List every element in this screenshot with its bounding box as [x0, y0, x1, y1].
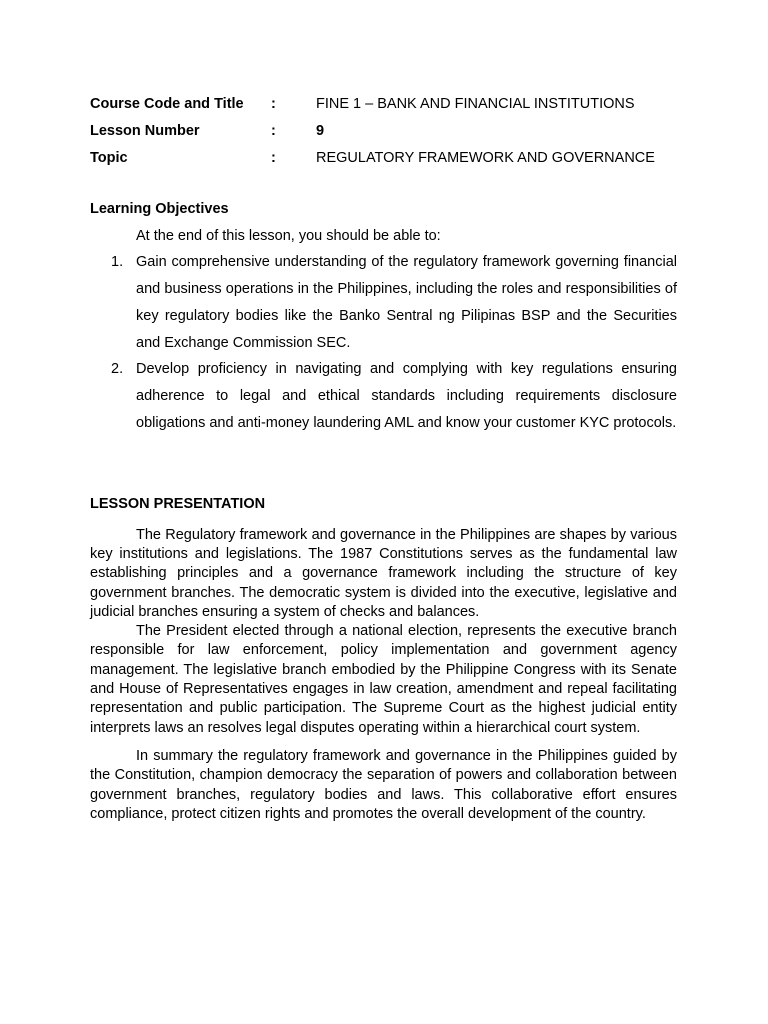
course-header [90, 91, 655, 171]
learning-objectives-section [90, 196, 677, 436]
lesson-presentation-section [90, 491, 677, 824]
list-item [90, 356, 677, 436]
lesson-paragraph: The President elected through a national election, represents the executive branch responsible for law enforcement, policy implementation and government agency management. The legislative branch embodied by the Philippine Congress with its Senate and House of Representatives engages in law creation, amendment and repeal facilitating representation and public participation. The Supreme Court as the highest judicial entity interprets laws an resolves legal disputes operating within a hierarchical court system. [90, 623, 677, 736]
list-item-text: Gain comprehensive understanding of the regulatory framework governing financial and business operations in the Philippines, including the roles and responsibilities of key regulatory bodies like the Banko Sentral ng Pilipinas BSP and the Securities and Exchange Commission SEC. [136, 254, 677, 351]
lesson-presentation-title: LESSON PRESENTATION [90, 496, 266, 512]
lesson-number-value: 9 [316, 123, 325, 140]
list-item [90, 249, 677, 356]
lesson-number-label: Lesson Number [90, 123, 200, 140]
course-row [90, 91, 655, 118]
lesson-paragraph: In summary the regulatory framework and governance in the Philippines guided by the Constitution, champion democracy the separation of powers and collaboration between government branches, regulatory bodies and laws. This collaborative effort ensures compliance, protect citizen rights and promotes the overall development of the country. [90, 747, 677, 822]
topic-value: REGULATORY FRAMEWORK AND GOVERNANCE [316, 149, 655, 166]
course-value: FINE 1 – BANK AND FINANCIAL INSTITUTIONS [316, 96, 635, 113]
topic-label: Topic [90, 149, 128, 166]
course-colon: : [271, 96, 276, 113]
list-item-text: Develop proficiency in navigating and complying with key regulations ensuring adherence to legal and ethical standards including requirements disclosure obligations and anti-money laundering AML and know your customer KYC protocols. [136, 361, 677, 431]
course-label: Course Code and Title [90, 96, 244, 113]
list-item-number: 1. [111, 254, 124, 271]
objectives-intro: At the end of this lesson, you should be able to: [136, 227, 441, 244]
topic-colon: : [271, 149, 276, 166]
lesson-paragraph: The Regulatory framework and governance in the Philippines are shapes by various key institutions and legislations. The 1987 Constitutions serves as the fundamental law establishing principles and a governance framework including the structure of key government branches. The democratic system is divided into the executive, legislative and judicial branches ensuring a system of checks and balances. [90, 526, 677, 620]
objectives-list [90, 249, 677, 436]
lesson-number-colon: : [271, 123, 276, 140]
lesson-number-row [90, 118, 655, 145]
topic-row [90, 144, 655, 171]
learning-objectives-title: Learning Objectives [90, 201, 229, 217]
list-item-number: 2. [111, 361, 124, 378]
